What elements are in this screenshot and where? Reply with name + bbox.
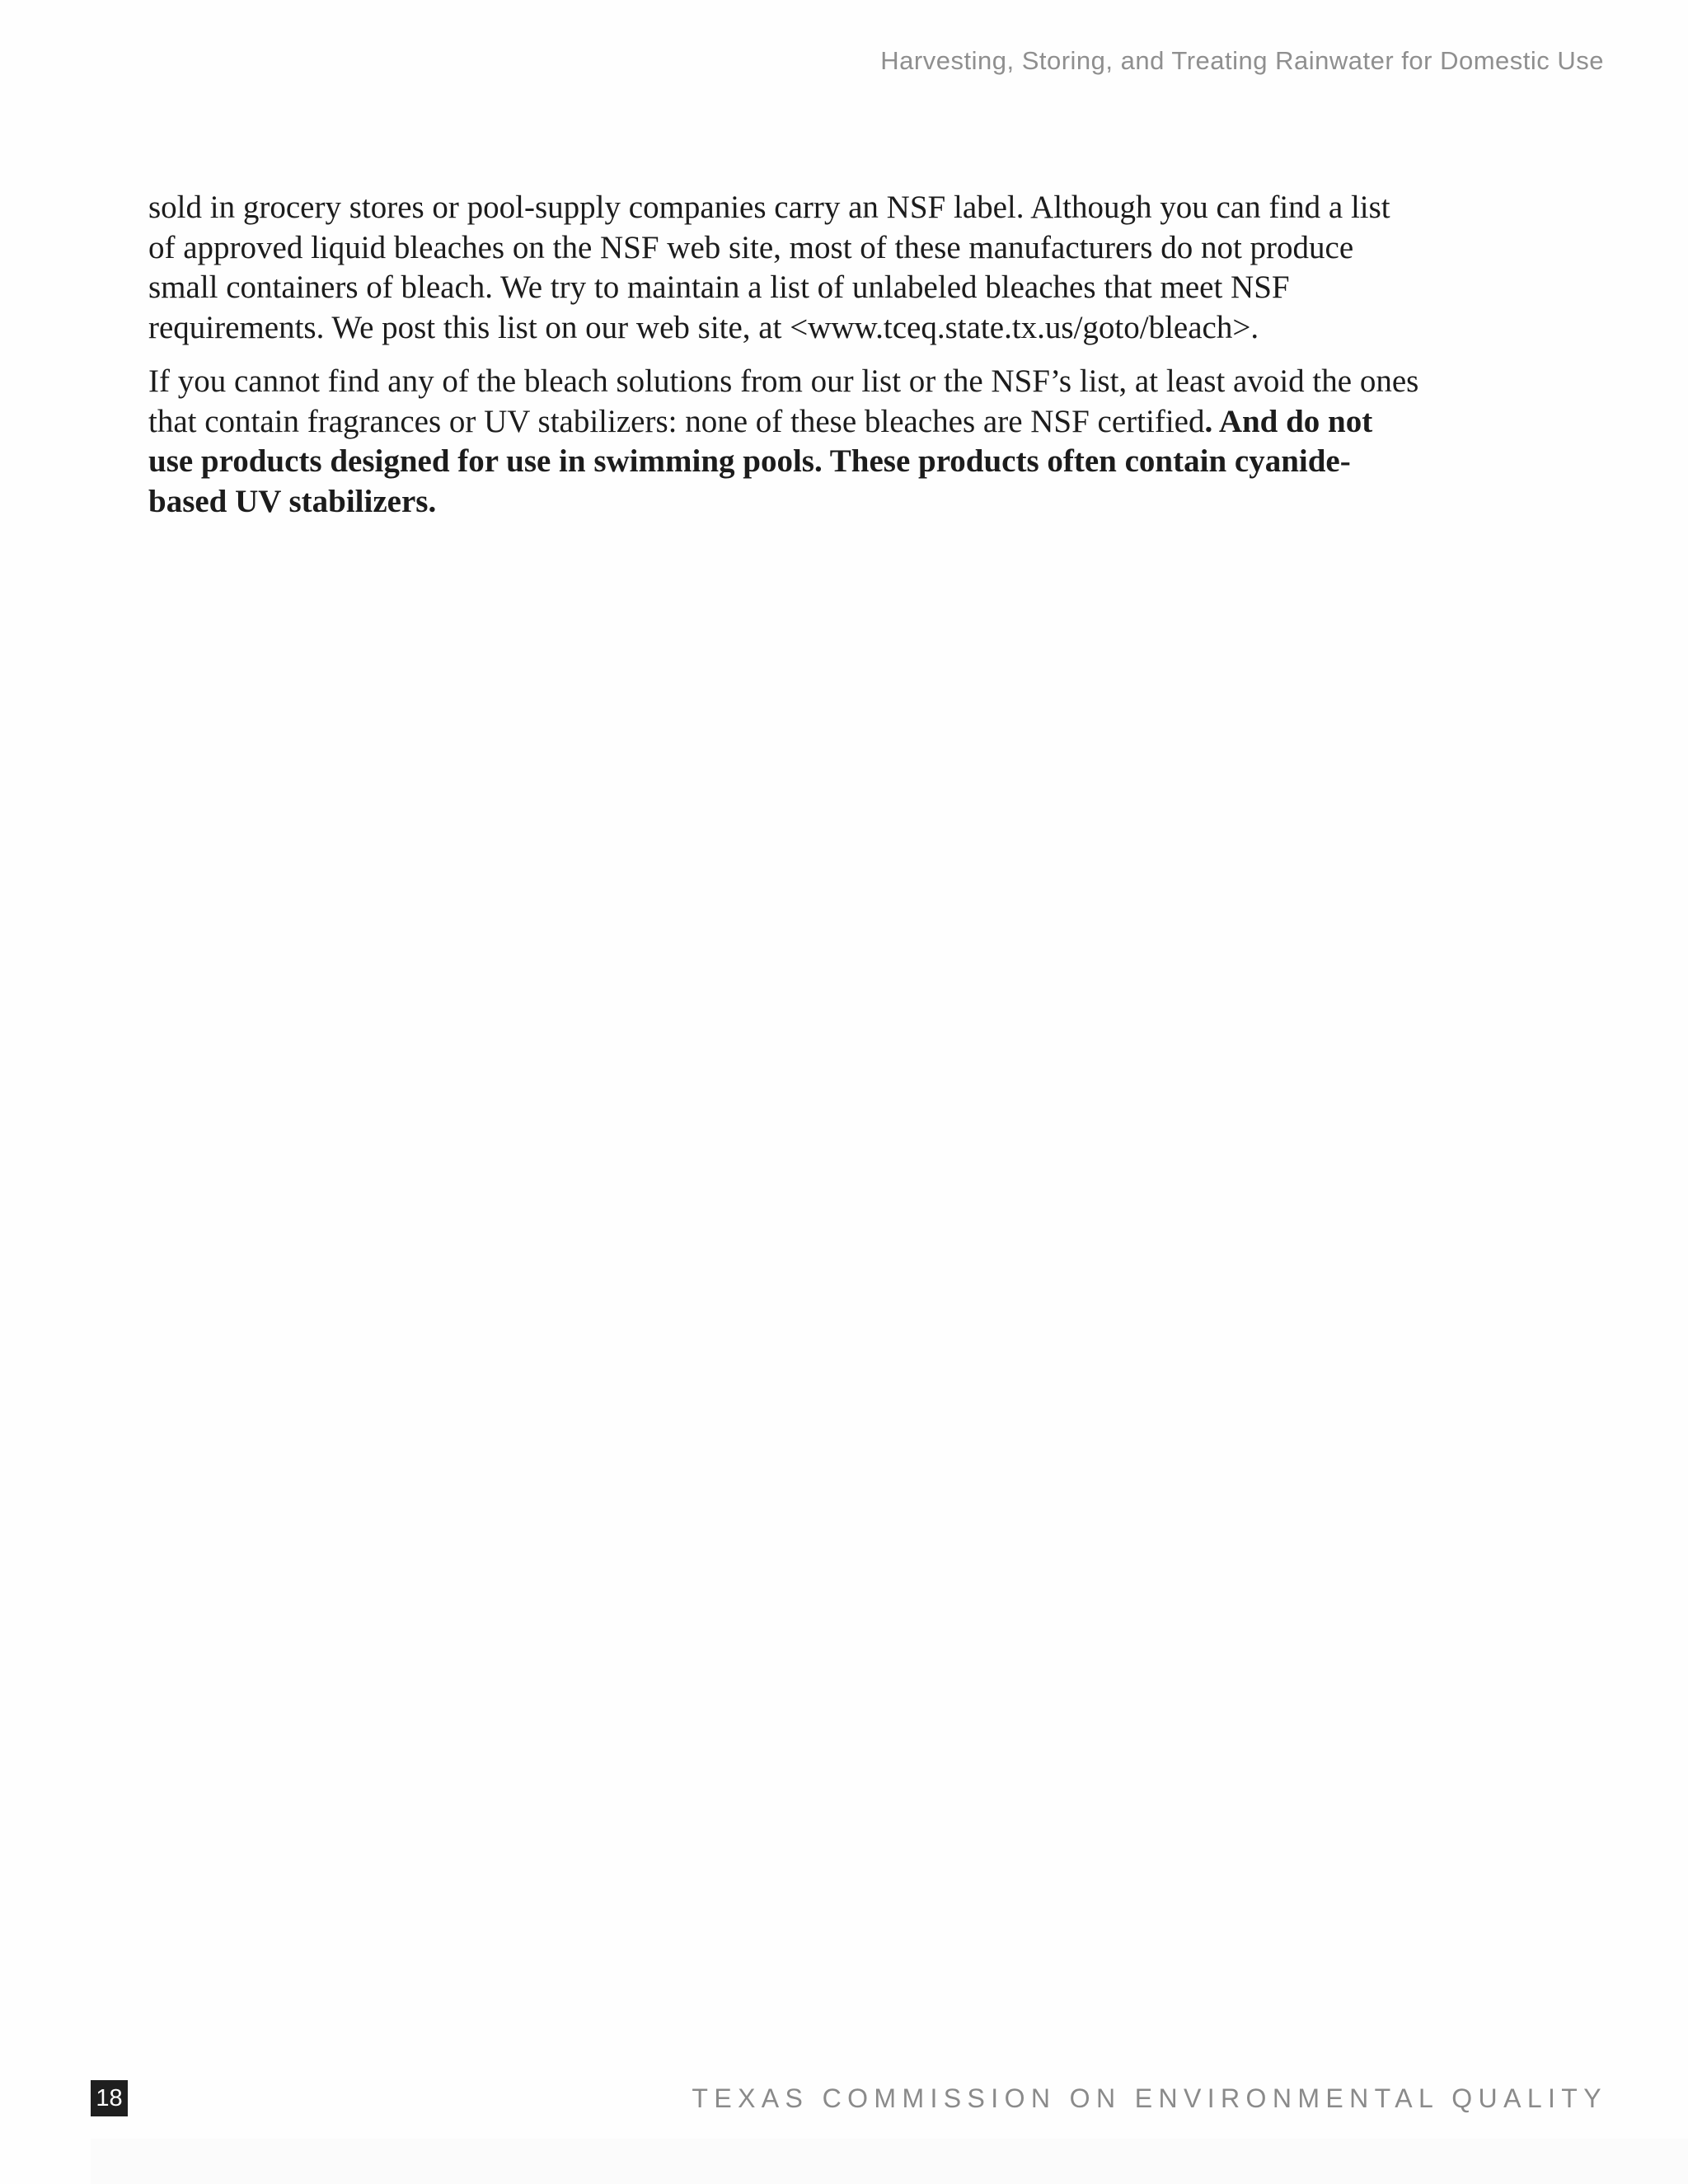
page-bottom-edge <box>91 2139 1688 2184</box>
paragraph-bleach-list: sold in grocery stores or pool-supply companies carry an NSF label. Although you can find a list of approved liquid bleaches on the NSF web site, most of these manufacturers do not produce small containers of bleach. We try to maintain a list of unlabeled bleaches that meet NSF requirements. We post this list on our web site, at <www.tceq.state.tx.us/goto/bleach>. <box>148 190 1390 345</box>
paragraph-warning-bold: . And do not use products designed for use in swimming pools. These products often contain cyanide-based UV stabilizers. <box>148 403 1373 519</box>
footer-organization: TEXAS COMMISSION ON ENVIRONMENTAL QUALITY <box>692 2083 1607 2113</box>
paragraph-bleach-warning <box>148 362 1422 522</box>
paragraph-warning-regular: If you cannot find any of the bleach solutions from our list or the NSF’s list, at least avoid the ones that contain fragrances or UV stabilizers: none of these bleaches are NSF certified <box>148 363 1419 439</box>
body-text <box>148 188 1422 536</box>
page-number: 18 <box>91 2080 128 2116</box>
running-header: Harvesting, Storing, and Treating Rainwater for Domestic Use <box>880 46 1604 75</box>
